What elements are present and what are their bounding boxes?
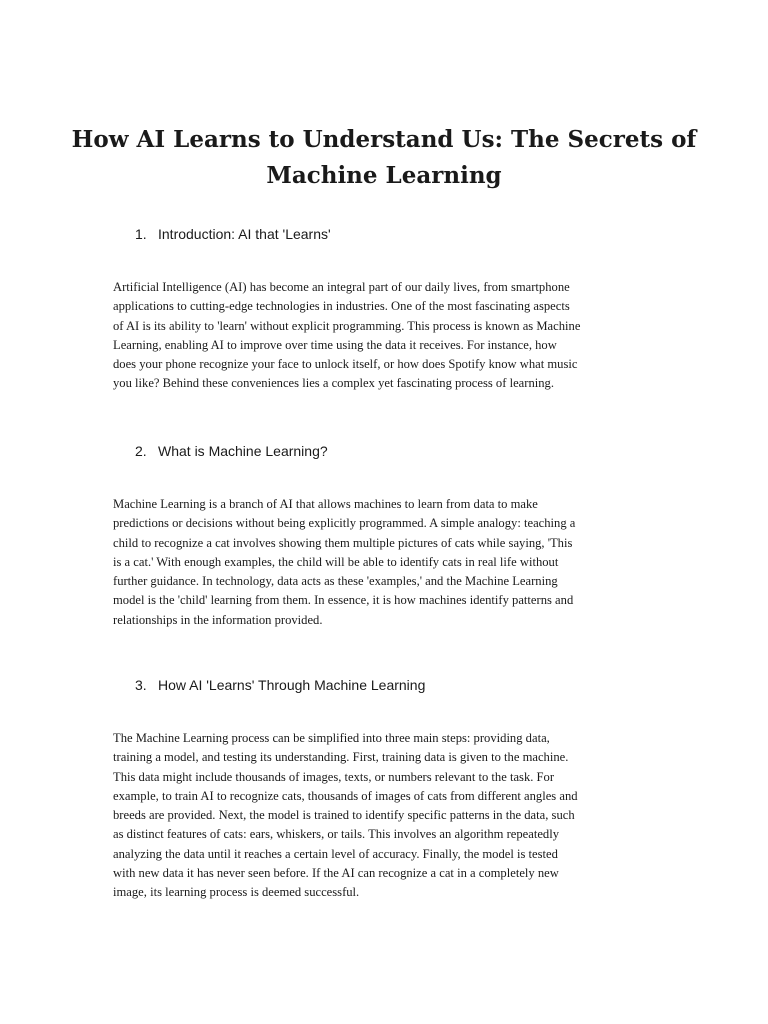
section-heading-how-ai-learns (135, 675, 425, 695)
section-paragraph-introduction (113, 278, 580, 394)
paragraph-line: relationships in the information provided. (113, 612, 323, 627)
paragraph-line: This data might include thousands of images, texts, or numbers relevant to the task. For (113, 769, 555, 784)
section-number: 2. (135, 443, 147, 459)
paragraph-line: is a cat.' With enough examples, the child will be able to identify cats in real life without (113, 554, 559, 569)
paragraph-line: applications to cutting-edge technologies in industries. One of the most fascinating aspects (113, 299, 570, 314)
paragraph-line: of AI is its ability to 'learn' without explicit programming. This process is known as Machine (113, 318, 581, 333)
section-paragraph-how-ai-learns (113, 729, 578, 903)
paragraph-line: Artificial Intelligence (AI) has become an integral part of our daily lives, from smartphone (113, 280, 570, 294)
section-paragraph-what-is-ml (113, 495, 575, 630)
section-number: 1. (135, 226, 147, 242)
paragraph-line: model is the 'child' learning from them. In essence, it is how machines identify patterns and (113, 593, 574, 608)
paragraph-line: child to recognize a cat involves showing them multiple pictures of cats while saying, 'This (113, 535, 573, 550)
section-heading-introduction (135, 224, 331, 244)
document-title (0, 122, 768, 194)
section-heading-text: Introduction: AI that 'Learns' (158, 226, 331, 242)
paragraph-line: analyzing the data until it reaches a certain level of accuracy. Finally, the model is tested (113, 846, 558, 861)
paragraph-line: predictions or decisions without being explicitly programmed. A simple analogy: teaching a (113, 516, 576, 531)
section-heading-text: What is Machine Learning? (158, 443, 328, 459)
paragraph-line: The Machine Learning process can be simplified into three main steps: providing data, (113, 731, 550, 745)
paragraph-line: breeds are provided. Next, the model is trained to identify specific patterns in the data, such (113, 808, 575, 823)
title-line: Machine Learning (266, 162, 502, 189)
paragraph-line: further guidance. In technology, data acts as these 'examples,' and the Machine Learning (113, 574, 558, 589)
paragraph-line: Learning, enabling AI to improve over time using the data it receives. For instance, how (113, 337, 557, 352)
title-line: How AI Learns to Understand Us: The Secrets of (71, 126, 697, 153)
section-number: 3. (135, 677, 147, 693)
paragraph-line: you like? Behind these conveniences lies a complex yet fascinating process of learning. (113, 376, 554, 391)
section-heading-text: How AI 'Learns' Through Machine Learning (158, 677, 426, 693)
paragraph-line: image, its learning process is deemed successful. (113, 885, 360, 900)
paragraph-line: training a model, and testing its understanding. First, training data is given to the machine. (113, 750, 569, 765)
paragraph-line: as distinct features of cats: ears, whiskers, or tails. This involves an algorithm repeatedly (113, 827, 560, 842)
paragraph-line: does your phone recognize your face to unlock itself, or how does Spotify know what music (113, 357, 578, 372)
paragraph-line: Machine Learning is a branch of AI that allows machines to learn from data to make (113, 497, 538, 511)
paragraph-line: with new data it has never seen before. If the AI can recognize a cat in a completely new (113, 866, 559, 881)
paragraph-line: example, to train AI to recognize cats, thousands of images of cats from different angles and (113, 788, 578, 803)
section-heading-what-is-ml (135, 441, 328, 461)
